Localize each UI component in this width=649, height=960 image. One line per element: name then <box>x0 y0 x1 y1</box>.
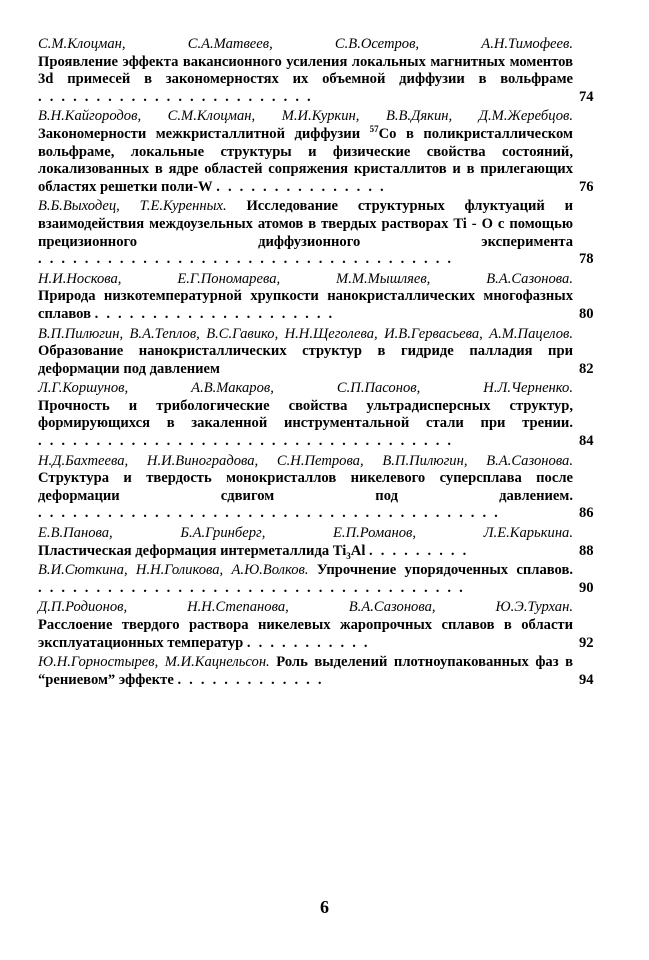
entry-page-number: 92 <box>579 634 594 651</box>
entry-authors: Л.Г.Коршунов, А.В.Макаров, С.П.Пасонов, Н.Л.Черненко. <box>38 380 573 397</box>
toc-entry <box>38 599 613 652</box>
entry-page-number: 74 <box>579 88 594 105</box>
entry-authors: В.Б.Выходец, Т.Е.Куренных. <box>38 198 227 215</box>
dot-leader: . . . . . . . . . . . . . <box>177 671 324 688</box>
entry-authors: С.М.Клоцман, С.А.Матвеев, С.В.Осетров, А.Н.Тимофеев. <box>38 36 573 52</box>
entry-title: Проявление эффекта вакансионного усиления локальных магнитных моментов 3d примесей в закономерностях их объемной диффузии в вольфраме <box>38 53 573 88</box>
entry-title: Природа низкотемпературной хрупкости нанокристаллических многофазных сплавов <box>38 288 573 322</box>
entry-authors: Ю.Н.Горностырев, М.И.Кацнельсон. <box>38 654 270 671</box>
entry-title: Исследование структурных флуктуаций и взаимодействия междоузельных атомов в твердых растворах Ti - O с помощью прецизионного диффузионного эксперимента <box>38 198 573 250</box>
toc-entry <box>38 36 613 106</box>
entry-page-number: 90 <box>579 579 594 596</box>
formula-subscript: 3 <box>346 550 351 561</box>
entry-page-number: 84 <box>579 433 594 450</box>
dot-leader: . . . . . . . . . . . . . . . . . . . . . . . . . . . . . . . . . . . . . <box>38 579 465 596</box>
entry-title-part: Al <box>350 542 366 559</box>
entry-title-part: Co в поликристаллическом вольфраме, локальные структуры и физические свойства состояний, локализованных в ядре областей сопряжения кристаллитов и в прилегающих областях решетки поли-W <box>38 125 573 195</box>
toc-entry <box>38 326 613 379</box>
dot-leader: . . . . . . . . . <box>369 542 469 559</box>
toc-entry <box>38 525 613 560</box>
entry-authors: В.П.Пилюгин, В.А.Теплов, В.С.Гавико, Н.Н.Щеголева, И.В.Гервасьева, А.М.Пацелов. <box>38 325 573 342</box>
dot-leader: . . . . . . . . . . . . . . . <box>216 178 386 195</box>
isotope-mass-number: 57 <box>369 124 379 135</box>
entry-title: Роль выделений плотноупакованных фаз в “рениевом” эффекте <box>38 654 573 688</box>
entry-page-number: 88 <box>579 542 594 559</box>
entry-title: Прочность и трибологические свойства ультрадисперсных структур, формирующихся в закаленной инструментальной стали при трении. <box>38 397 573 432</box>
entry-authors: Д.П.Родионов, Н.Н.Степанова, В.А.Сазонова, Ю.Э.Турхан. <box>38 599 573 616</box>
entry-title: Образование нанокристаллических структур в гидриде палладия при деформации под давлением <box>38 343 573 377</box>
dot-leader: . . . . . . . . . . . . . . . . . . . . . . . . . . . . . . . . . . . . . . . . <box>38 505 501 522</box>
toc-entry <box>38 380 613 450</box>
page-number: 6 <box>320 897 329 917</box>
entry-title-part: Пластическая деформация интерметаллида Ti <box>38 542 347 559</box>
entry-page-number: 78 <box>579 251 594 268</box>
dot-leader: . . . . . . . . . . . . . . . . . . . . . . . . . . . . . . . . . . . . <box>38 433 454 450</box>
entry-title: Структура и твердость монокристаллов никелевого суперсплава после деформации сдвигом под давлением. <box>38 470 573 504</box>
dot-leader: . . . . . . . . . . . <box>246 634 370 651</box>
entry-title: Упрочнение упорядоченных сплавов. <box>316 562 573 579</box>
toc-entry <box>38 654 613 689</box>
entry-authors: Н.Д.Бахтеева, Н.И.Виноградова, С.Н.Петрова, В.П.Пилюгин, В.А.Сазонова. <box>38 452 573 469</box>
dot-leader: . . . . . . . . . . . . . . . . . . . . . . . . . . . . . . . . . . . . <box>38 251 454 268</box>
toc-entry <box>38 198 613 268</box>
entry-title: Расслоение твердого раствора никелевых жаропрочных сплавов в области эксплуатационных температур <box>38 617 573 651</box>
toc-entry <box>38 271 613 324</box>
entry-title <box>38 543 365 559</box>
toc-entry <box>38 562 613 597</box>
toc-entry <box>38 108 613 196</box>
entry-authors: Е.В.Панова, Б.А.Гринберг, Е.П.Романов, Л.Е.Карькина. <box>38 525 573 542</box>
dot-leader: . . . . . . . . . . . . . . . . . . . . . . . . <box>38 88 313 105</box>
dot-leader: . . . . . . . . . . . . . . . . . . . . . <box>94 305 335 322</box>
toc-entry <box>38 453 613 523</box>
table-of-contents <box>38 36 613 691</box>
entry-page-number: 80 <box>579 305 594 322</box>
entry-authors: Н.И.Носкова, Е.Г.Пономарева, М.М.Мышляев, В.А.Сазонова. <box>38 270 573 287</box>
entry-page-number: 76 <box>579 178 594 195</box>
entry-page-number: 82 <box>579 360 594 377</box>
entry-authors: В.Н.Кайгородов, С.М.Клоцман, М.И.Куркин, В.В.Дякин, Д.М.Жеребцов. <box>38 108 573 125</box>
entry-page-number: 94 <box>579 671 594 688</box>
entry-authors: В.И.Сюткина, Н.Н.Голикова, А.Ю.Волков. <box>38 562 309 579</box>
entry-title-part: Закономерности межкристаллитной диффузии <box>38 125 361 142</box>
entry-page-number: 86 <box>579 505 594 522</box>
